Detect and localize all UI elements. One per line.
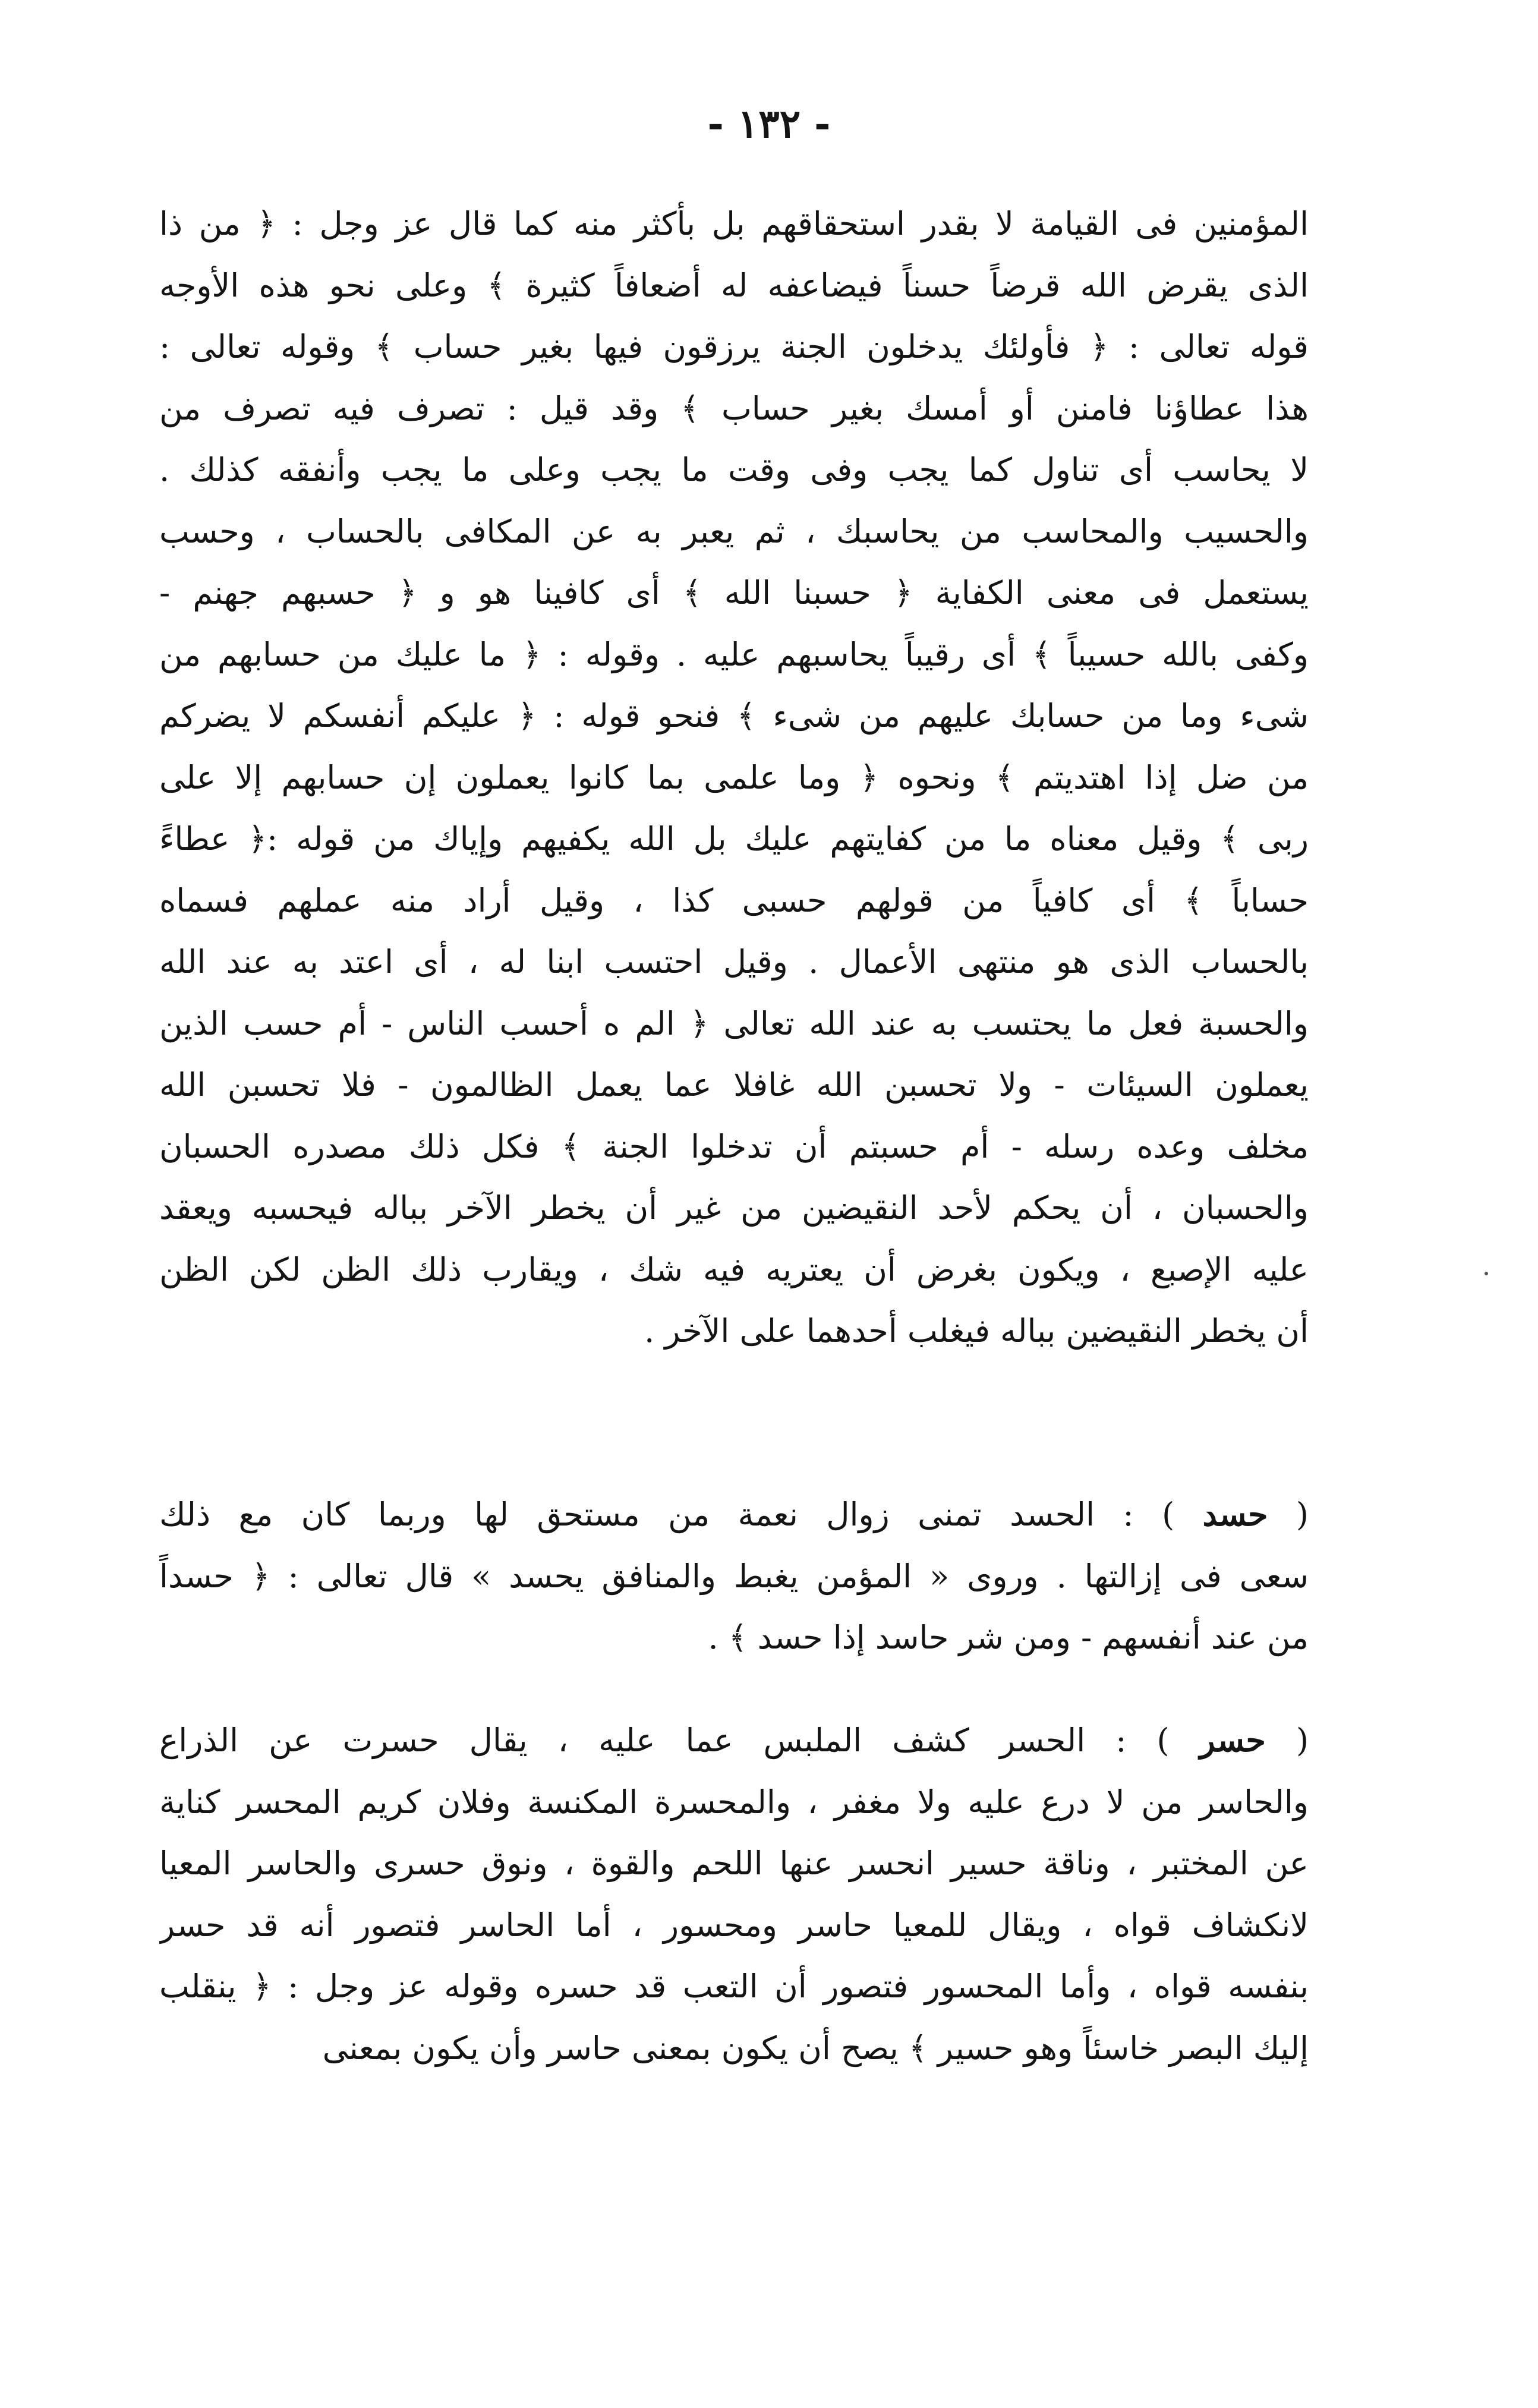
text-line: سعى فى إزالتها . وروى « المؤمن يغبط والمنافق يحسد » قال تعالى : ﴿ حسداً (159, 1557, 1309, 1595)
text-line: لا يحاسب أى تناول كما يجب وفى وقت ما يجب وعلى ما يجب وأنفقه كذلك . (159, 451, 1309, 488)
paragraph-hasib (159, 193, 1309, 1362)
text-line: والحاسر من لا درع عليه ولا مغفر ، والمحسرة المكنسة وفلان كريم المحسر كناية (159, 1783, 1309, 1821)
text-line: حساباً ﴾ أى كافياً من قولهم حسبى كذا ، وقيل أراد منه عملهم فسماه (159, 881, 1309, 919)
text-line: يستعمل فى معنى الكفاية ﴿ حسبنا الله ﴾ أى كافينا هو و ﴿ حسبهم جهنم - (159, 574, 1309, 612)
text-line: المؤمنين فى القيامة لا بقدر استحقاقهم بل بأكثر منه كما قال عز وجل : ﴿ من ذا (159, 205, 1309, 242)
entry-text: : الحسر كشف الملبس عما عليه ، يقال حسرت عن الذراع (159, 1722, 1157, 1759)
text-line: من ضل إذا اهتديتم ﴾ ونحوه ﴿ وما علمى بما كانوا يعملون إن حسابهم إلا على (159, 758, 1309, 796)
text-line: والحسبة فعل ما يحتسب به عند الله تعالى ﴿ الم ه أحسب الناس - أم حسب الذين (159, 1004, 1309, 1042)
text-line: والحسبان ، أن يحكم لأحد النقيضين من غير أن يخطر الآخر بباله فيحسبه ويعقد (159, 1189, 1309, 1227)
text-line: من عند أنفسهم - ومن شر حاسد إذا حسد ﴾ . (708, 1619, 1309, 1656)
text-line: الذى يقرض الله قرضاً حسناً فيضاعفه له أضعافاً كثيرة ﴾ وعلى نحو هذه الأوجه (159, 266, 1309, 304)
paren-close: ) (1162, 1496, 1203, 1533)
entry-hasad (159, 1484, 1309, 1669)
text-line: مخلف وعده رسله - أم حسبتم أن تدخلوا الجنة ﴾ فكل ذلك مصدره الحسبان (159, 1127, 1309, 1165)
paren-close: ) (1156, 1722, 1200, 1759)
text-line: عن المختبر ، وناقة حسير انحسر عنها اللحم والقوة ، ونوق حسرى والحاسر المعيا (159, 1845, 1309, 1882)
entry-first-line (159, 1484, 1309, 1546)
text-line: لانكشاف قواه ، ويقال للمعيا حاسر ومحسور ، أما الحاسر فتصور أنه قد حسر (159, 1906, 1309, 1944)
text-line: يعملون السيئات - ولا تحسبن الله غافلا عما يعمل الظالمون - فلا تحسبن الله (159, 1066, 1309, 1104)
entry-heading: حسر (1199, 1721, 1266, 1759)
text-line: عليه الإصبع ، ويكون بغرض أن يعتريه فيه شك ، ويقارب ذلك الظن لكن الظن (159, 1250, 1309, 1288)
entry-first-line (159, 1710, 1309, 1772)
text-line: بنفسه قواه ، وأما المحسور فتصور أن التعب قد حسره وقوله عز وجل : ﴿ ينقلب (159, 1968, 1309, 2005)
text-line: قوله تعالى : ﴿ فأولئك يدخلون الجنة يرزقون فيها بغير حساب ﴾ وقوله تعالى : (159, 328, 1309, 365)
text-line: أن يخطر النقيضين بباله فيغلب أحدهما على الآخر . (644, 1312, 1309, 1350)
text-line: إليك البصر خاسئاً وهو حسير ﴾ يصح أن يكون بمعنى حاسر وأن يكون بمعنى (322, 2029, 1309, 2067)
text-line: ربى ﴾ وقيل معناه ما من كفايتهم عليك بل الله يكفيهم وإياك من قوله :﴿ عطاءً (159, 820, 1309, 858)
text-line: هذا عطاؤنا فامنن أو أمسك بغير حساب ﴾ وقد قيل : تصرف فيه تصرف من (159, 389, 1309, 427)
paren-open: ( (1268, 1496, 1309, 1533)
text-line: شىء وما من حسابك عليهم من شىء ﴾ فنحو قوله : ﴿ عليكم أنفسكم لا يضركم (159, 697, 1309, 735)
entry-heading: حسد (1202, 1495, 1268, 1533)
page-number: - ١٣٢ - (707, 100, 831, 147)
entry-text: : الحسد تمنى زوال نعمة من مستحق لها وربما كان مع ذلك (159, 1496, 1162, 1533)
margin-dot (1485, 1272, 1488, 1275)
text-line: وكفى بالله حسيباً ﴾ أى رقيباً يحاسبهم عليه . وقوله : ﴿ ما عليك من حسابهم من (159, 635, 1309, 673)
text-line: بالحساب الذى هو منتهى الأعمال . وقيل احتسب ابنا له ، أى اعتد به عند الله (159, 943, 1309, 981)
entry-hasar (159, 1710, 1309, 2079)
paren-open: ( (1265, 1722, 1309, 1759)
text-line: والحسيب والمحاسب من يحاسبك ، ثم يعبر به عن المكافى بالحساب ، وحسب (159, 512, 1309, 550)
